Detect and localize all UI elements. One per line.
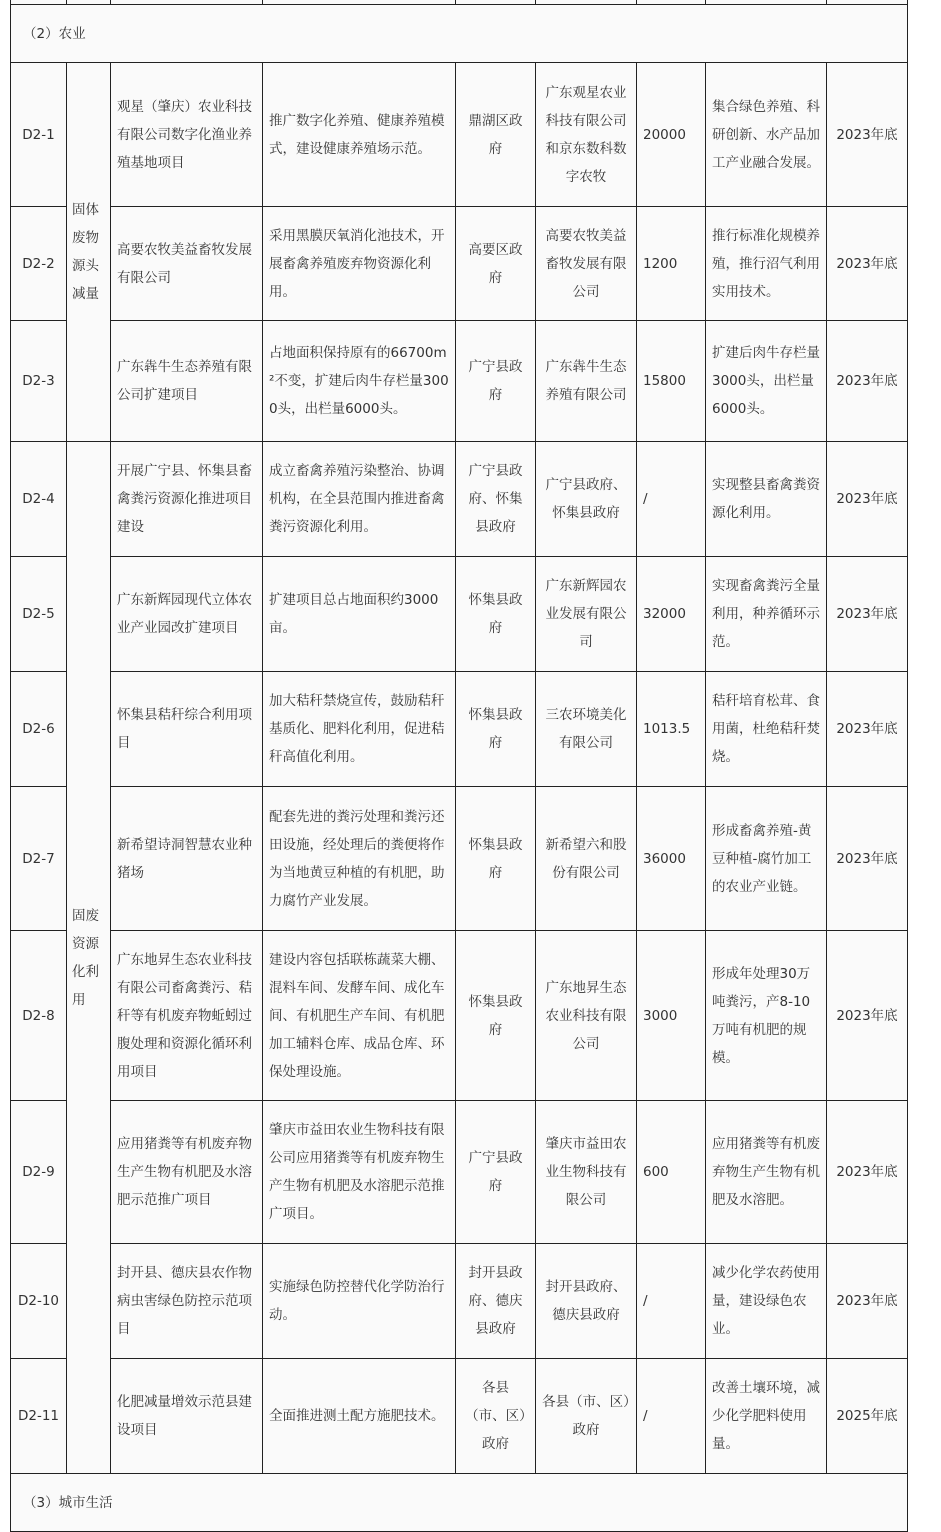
table-row: [11, 557, 908, 672]
project-content: 推广数字化养殖、健康养殖模式，建设健康养殖场示范。: [263, 63, 456, 207]
project-content: 全面推进测土配方施肥技术。: [263, 1359, 456, 1474]
investment-amount: 20000: [637, 63, 706, 207]
project-goal: 实现畜禽粪污全量利用，种养循环示范。: [706, 557, 827, 672]
completion-time: 2023年底: [827, 1244, 908, 1359]
table-row: [11, 442, 908, 557]
project-name: 怀集县秸秆综合利用项目: [111, 672, 263, 787]
investment-amount: /: [637, 1359, 706, 1474]
project-name: 化肥减量增效示范县建设项目: [111, 1359, 263, 1474]
category-cell: 固废资源化利用: [67, 442, 111, 1474]
project-goal: 应用猪粪等有机废弃物生产生物有机肥及水溶肥。: [706, 1101, 827, 1244]
project-id: D2-1: [11, 63, 67, 207]
investment-amount: /: [637, 442, 706, 557]
section-row-agriculture: [11, 5, 908, 63]
project-content: 肇庆市益田农业生物科技有限公司应用猪粪等有机废弃物生产生物有机肥及水溶肥示范推广项目。: [263, 1101, 456, 1244]
implementing-unit: 广东新辉园农业发展有限公司: [536, 557, 637, 672]
project-goal: 集合绿色养殖、科研创新、水产品加工产业融合发展。: [706, 63, 827, 207]
project-content: 采用黑膜厌氧消化池技术，开展畜禽养殖废弃物资源化利用。: [263, 207, 456, 321]
responsible-government: 鼎湖区政府: [456, 63, 536, 207]
project-id: D2-10: [11, 1244, 67, 1359]
project-name: 广东犇牛生态养殖有限公司扩建项目: [111, 321, 263, 442]
implementing-unit: 广东犇牛生态养殖有限公司: [536, 321, 637, 442]
section-row-urban: [11, 1474, 908, 1532]
project-goal: 改善土壤环境，减少化学肥料使用量。: [706, 1359, 827, 1474]
project-goal: 实现整县畜禽粪资源化利用。: [706, 442, 827, 557]
investment-amount: 1013.5: [637, 672, 706, 787]
investment-amount: /: [637, 1244, 706, 1359]
responsible-government: 封开县政府、德庆县政府: [456, 1244, 536, 1359]
project-content: 配套先进的粪污处理和粪污还田设施，经处理后的粪便将作为当地黄豆种植的有机肥，助力腐竹产业发展。: [263, 787, 456, 931]
completion-time: 2023年底: [827, 63, 908, 207]
table-row: [11, 1101, 908, 1244]
project-goal: 秸秆培育松茸、食用菌，杜绝秸秆焚烧。: [706, 672, 827, 787]
project-content: 扩建项目总占地面积约3000亩。: [263, 557, 456, 672]
implementing-unit: 高要农牧美益畜牧发展有限公司: [536, 207, 637, 321]
implementing-unit: 封开县政府、德庆县政府: [536, 1244, 637, 1359]
project-goal: 形成畜禽养殖-黄豆种植-腐竹加工的农业产业链。: [706, 787, 827, 931]
project-id: D2-3: [11, 321, 67, 442]
investment-amount: 1200: [637, 207, 706, 321]
project-goal: 形成年处理30万吨粪污，产8-10万吨有机肥的规模。: [706, 931, 827, 1101]
project-goal: 减少化学农药使用量，建设绿色农业。: [706, 1244, 827, 1359]
implementing-unit: 广东观星农业科技有限公司和京东数科数字农牧: [536, 63, 637, 207]
section-title-urban: （3）城市生活: [11, 1474, 908, 1532]
project-name: 应用猪粪等有机废弃物生产生物有机肥及水溶肥示范推广项目: [111, 1101, 263, 1244]
investment-amount: 36000: [637, 787, 706, 931]
project-table: [10, 0, 908, 1532]
project-content: 加大秸秆禁烧宣传，鼓励秸秆基质化、肥料化利用，促进秸秆高值化利用。: [263, 672, 456, 787]
project-goal: 推行标准化规模养殖，推行沼气利用实用技术。: [706, 207, 827, 321]
completion-time: 2023年底: [827, 931, 908, 1101]
responsible-government: 怀集县政府: [456, 557, 536, 672]
table-row: [11, 787, 908, 931]
project-content: 实施绿色防控替代化学防治行动。: [263, 1244, 456, 1359]
responsible-government: 广宁县政府、怀集县政府: [456, 442, 536, 557]
completion-time: 2023年底: [827, 787, 908, 931]
project-id: D2-8: [11, 931, 67, 1101]
investment-amount: 15800: [637, 321, 706, 442]
responsible-government: 怀集县政府: [456, 931, 536, 1101]
completion-time: 2023年底: [827, 672, 908, 787]
completion-time: 2023年底: [827, 321, 908, 442]
project-id: D2-5: [11, 557, 67, 672]
project-name: 新希望诗洞智慧农业种猪场: [111, 787, 263, 931]
project-name: 开展广宁县、怀集县畜禽粪污资源化推进项目建设: [111, 442, 263, 557]
responsible-government: 高要区政府: [456, 207, 536, 321]
project-content: 成立畜禽养殖污染整治、协调机构，在全县范围内推进畜禽粪污资源化利用。: [263, 442, 456, 557]
project-name: 广东地昇生态农业科技有限公司畜禽粪污、秸秆等有机废弃物蚯蚓过腹处理和资源化循环利用项目: [111, 931, 263, 1101]
table-row: [11, 1244, 908, 1359]
category-cell: 固体废物源头减量: [67, 63, 111, 442]
project-id: D2-9: [11, 1101, 67, 1244]
investment-amount: 600: [637, 1101, 706, 1244]
completion-time: 2023年底: [827, 1101, 908, 1244]
project-name: 广东新辉园现代立体农业产业园改扩建项目: [111, 557, 263, 672]
project-id: D2-4: [11, 442, 67, 557]
completion-time: 2025年底: [827, 1359, 908, 1474]
table-row: [11, 672, 908, 787]
implementing-unit: 各县（市、区）政府: [536, 1359, 637, 1474]
implementing-unit: 广宁县政府、怀集县政府: [536, 442, 637, 557]
implementing-unit: 新希望六和股份有限公司: [536, 787, 637, 931]
responsible-government: 广宁县政府: [456, 1101, 536, 1244]
project-id: D2-11: [11, 1359, 67, 1474]
implementing-unit: 三农环境美化有限公司: [536, 672, 637, 787]
project-name: 封开县、德庆县农作物病虫害绿色防控示范项目: [111, 1244, 263, 1359]
table-row: [11, 321, 908, 442]
responsible-government: 怀集县政府: [456, 672, 536, 787]
completion-time: 2023年底: [827, 557, 908, 672]
table-row: [11, 931, 908, 1101]
table-row: [11, 1359, 908, 1474]
responsible-government: 各县（市、区）政府: [456, 1359, 536, 1474]
responsible-government: 怀集县政府: [456, 787, 536, 931]
completion-time: 2023年底: [827, 442, 908, 557]
implementing-unit: 广东地昇生态农业科技有限公司: [536, 931, 637, 1101]
investment-amount: 3000: [637, 931, 706, 1101]
investment-amount: 32000: [637, 557, 706, 672]
table-row: [11, 207, 908, 321]
section-title-agriculture: （2）农业: [11, 5, 908, 63]
table-row: [11, 63, 908, 207]
project-name: 观星（肇庆）农业科技有限公司数字化渔业养殖基地项目: [111, 63, 263, 207]
project-id: D2-7: [11, 787, 67, 931]
implementing-unit: 肇庆市益田农业生物科技有限公司: [536, 1101, 637, 1244]
project-name: 高要农牧美益畜牧发展有限公司: [111, 207, 263, 321]
project-content: 建设内容包括联栋蔬菜大棚、混料车间、发酵车间、成化车间、有机肥生产车间、有机肥加工辅料仓库、成品仓库、环保处理设施。: [263, 931, 456, 1101]
project-id: D2-6: [11, 672, 67, 787]
completion-time: 2023年底: [827, 207, 908, 321]
project-goal: 扩建后肉牛存栏量3000头，出栏量6000头。: [706, 321, 827, 442]
project-content: 占地面积保持原有的66700m²不变，扩建后肉牛存栏量3000头，出栏量6000头。: [263, 321, 456, 442]
project-id: D2-2: [11, 207, 67, 321]
responsible-government: 广宁县政府: [456, 321, 536, 442]
